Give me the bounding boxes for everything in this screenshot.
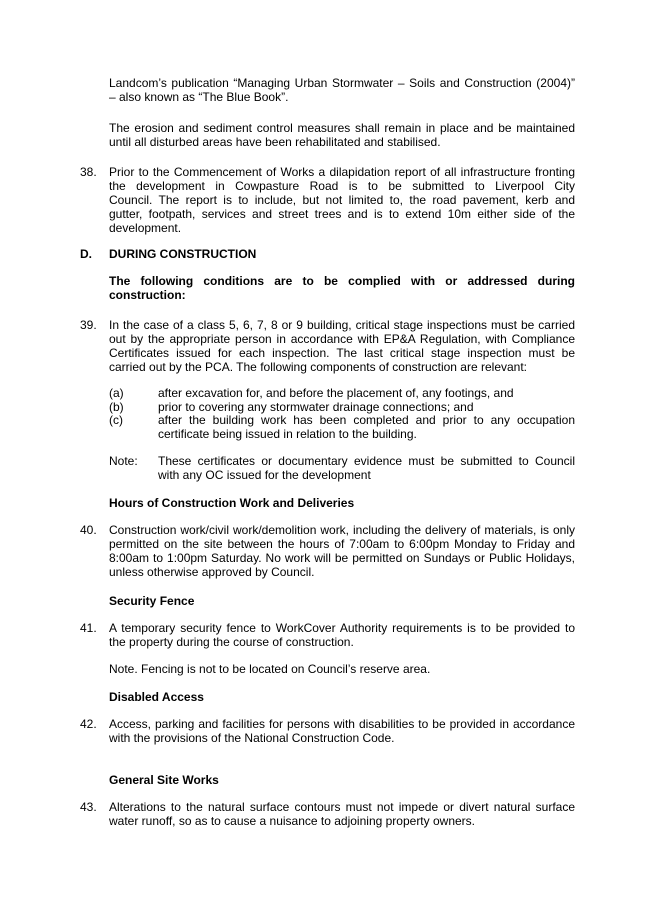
condition-41-text bbox=[109, 621, 575, 649]
text-line: the development in Cowpasture Road is to be submitted to Liverpool City bbox=[109, 179, 575, 193]
text-line: with any OC issued for the development bbox=[158, 468, 371, 482]
text-line: until all disturbed areas have been rehabilitated and stabilised. bbox=[109, 135, 441, 149]
text-line: The erosion and sediment control measures shall remain in place and be maintained bbox=[109, 121, 575, 135]
condition-38-number: 38. bbox=[80, 165, 97, 179]
condition-40-text bbox=[109, 523, 575, 579]
intro-paragraph-1 bbox=[109, 76, 575, 104]
section-d-title: DURING CONSTRUCTION bbox=[109, 247, 257, 261]
condition-43-text bbox=[109, 800, 575, 828]
text-line: In the case of a class 5, 6, 7, 8 or 9 building, critical stage inspections must be carried bbox=[109, 318, 575, 332]
text-line: Construction work/civil work/demolition work, including the delivery of materials, is only bbox=[109, 523, 575, 537]
text-line: Alterations to the natural surface contours must not impede or divert natural surface bbox=[109, 800, 575, 814]
list-item-text bbox=[158, 413, 575, 441]
text-line: construction: bbox=[109, 288, 186, 302]
text-line: prior to covering any stormwater drainage connections; and bbox=[158, 400, 474, 414]
text-line: The following conditions are to be complied with or addressed during bbox=[109, 274, 575, 288]
list-item-label: (a) bbox=[109, 386, 124, 400]
text-line: Access, parking and facilities for persons with disabilities to be provided in accordance bbox=[109, 717, 575, 731]
text-line: Council. The report is to include, but not limited to, the road pavement, kerb and bbox=[109, 193, 575, 207]
condition-40-number: 40. bbox=[80, 523, 97, 537]
text-line: certificate being issued in relation to the building. bbox=[158, 427, 417, 441]
condition-39-number: 39. bbox=[80, 318, 97, 332]
text-line: Landcom’s publication “Managing Urban Stormwater – Soils and Construction (2004)” bbox=[109, 76, 575, 90]
text-line: out by the appropriate person in accordance with EP&A Regulation, with Compliance bbox=[109, 332, 575, 346]
section-d-subtitle bbox=[109, 274, 575, 302]
site-heading: General Site Works bbox=[109, 773, 219, 787]
text-line: These certificates or documentary evidence must be submitted to Council bbox=[158, 454, 575, 468]
text-line: water runoff, so as to cause a nuisance to adjoining property owners. bbox=[109, 814, 475, 828]
condition-42-number: 42. bbox=[80, 717, 97, 731]
intro-paragraph-2 bbox=[109, 121, 575, 149]
condition-43-number: 43. bbox=[80, 800, 97, 814]
condition-39-text bbox=[109, 318, 575, 374]
condition-42-text bbox=[109, 717, 575, 745]
text-line: development. bbox=[109, 221, 182, 235]
fence-heading: Security Fence bbox=[109, 594, 195, 608]
text-line: 8:00am to 1:00pm Saturday. No work will be permitted on Sundays or Public Holidays, bbox=[109, 551, 575, 565]
text-line: permitted on the site between the hours of 7:00am to 6:00pm Monday to Friday and bbox=[109, 537, 575, 551]
fence-note: Note. Fencing is not to be located on Council’s reserve area. bbox=[109, 662, 431, 676]
condition-38-text bbox=[109, 165, 575, 235]
text-line: carried out by the PCA. The following components of construction are relevant: bbox=[109, 360, 528, 374]
text-line: Prior to the Commencement of Works a dilapidation report of all infrastructure fronting bbox=[109, 165, 575, 179]
text-line: gutter, footpath, services and street trees and is to extend 10m either side of the bbox=[109, 207, 575, 221]
list-item-label: (b) bbox=[109, 400, 124, 414]
text-line: A temporary security fence to WorkCover Authority requirements is to be provided to bbox=[109, 621, 575, 635]
condition-41-number: 41. bbox=[80, 621, 97, 635]
access-heading: Disabled Access bbox=[109, 690, 204, 704]
text-line: the property during the course of construction. bbox=[109, 635, 354, 649]
list-item-text bbox=[158, 386, 575, 400]
note-text bbox=[158, 454, 575, 482]
text-line: after excavation for, and before the placement of, any footings, and bbox=[158, 386, 514, 400]
text-line: after the building work has been completed and prior to any occupation bbox=[158, 413, 575, 427]
hours-heading: Hours of Construction Work and Deliveries bbox=[109, 496, 355, 510]
text-line: unless otherwise approved by Council. bbox=[109, 565, 315, 579]
list-item-text bbox=[158, 400, 575, 414]
list-item-label: (c) bbox=[109, 413, 123, 427]
text-line: with the provisions of the National Construction Code. bbox=[109, 731, 395, 745]
text-line: – also known as “The Blue Book”. bbox=[109, 90, 289, 104]
text-line: Certificates issued for each inspection. The last critical stage inspection must be bbox=[109, 346, 575, 360]
section-d-letter: D. bbox=[80, 247, 92, 261]
note-label: Note: bbox=[109, 454, 138, 468]
